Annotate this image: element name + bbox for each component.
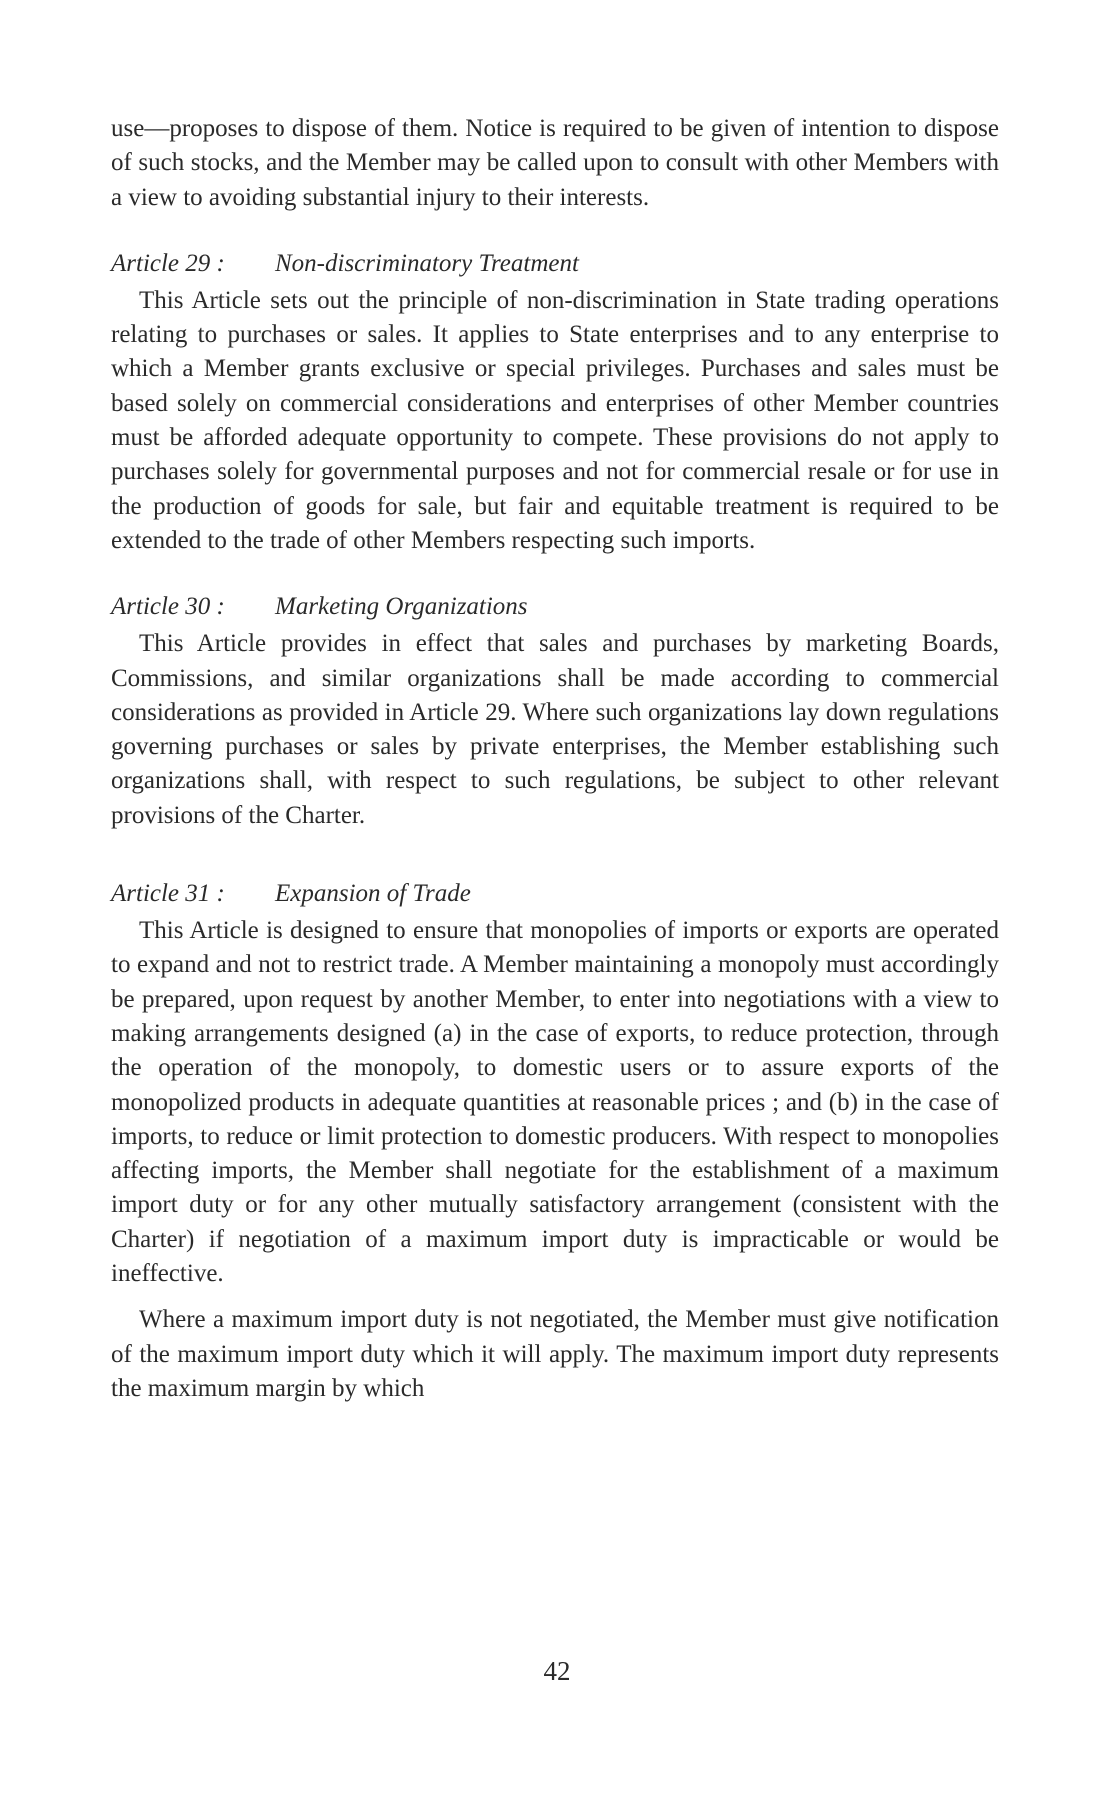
article-29-heading bbox=[111, 247, 999, 281]
article-31-heading bbox=[111, 877, 999, 911]
article-31-section bbox=[111, 877, 999, 1406]
article-31-paragraph-2: Where a maximum import duty is not negotiated, the Member must give notification of the maximum import duty which it will apply. The maximum import duty represents the maximum margin by which bbox=[111, 1306, 999, 1402]
article-29-title: Non-discriminatory Treatment bbox=[275, 249, 579, 277]
article-29-paragraph-1: This Article sets out the principle of non-discrimination in State trading operations relating to purchases or sales. It applies to State enterprises and to any enterprise to which a Member grants exclusive or special privileges. Purchases and sales must be based solely on commercial considerations and enterprises of other Member countries must be afforded adequate opportunity to compete. These provisions do not apply to purchases solely for governmental purposes and not for commercial resale or for use in the production of goods for sale, but fair and equitable treatment is required to be extended to the trade of other Members respecting such imports. bbox=[111, 286, 999, 554]
page-number: 42 bbox=[543, 1656, 571, 1686]
intro-paragraph: use—proposes to dispose of them. Notice is required to be given of intention to dispose of such stocks, and the Member may be called upon to consult with other Members with a view to avoiding substantial injury to their interests. bbox=[111, 115, 999, 211]
article-30-paragraph-1: This Article provides in effect that sales and purchases by marketing Boards, Commissions, and similar organizations shall be made according to commercial considerations as provided in Article 29. Where such organizations lay down regulations governing purchases or sales by private enterprises, the Member establishing such organizations shall, with respect to such regulations, be subject to other relevant provisions of the Charter. bbox=[111, 630, 999, 829]
document-page bbox=[111, 112, 999, 1406]
article-30-section bbox=[111, 590, 999, 833]
article-31-title: Expansion of Trade bbox=[275, 880, 471, 908]
article-30-number: Article 30 : bbox=[111, 593, 225, 621]
article-31-number: Article 31 : bbox=[111, 880, 225, 908]
article-31-paragraph-1: This Article is designed to ensure that monopolies of imports or exports are operated to expand and not to restrict trade. A Member maintaining a monopoly must accordingly be prepared, upon request by another Member, to enter into negotiations with a view to making arrangements designed (a) in the case of exports, to reduce protection, through the operation of the monopoly, to domestic users or to assure exports of the monopolized products in adequate quantities at reasonable prices ; and (b) in the case of imports, to reduce or limit protection to domestic producers. With respect to monopolies affecting imports, the Member shall negotiate for the establishment of a maximum import duty or for any other mutually satisfactory arrangement (consistent with the Charter) if negotiation of a maximum import duty is impracticable or would be ineffective. bbox=[111, 917, 999, 1288]
article-29-section bbox=[111, 247, 999, 558]
article-29-number: Article 29 : bbox=[111, 249, 225, 277]
article-30-title: Marketing Organizations bbox=[275, 593, 528, 621]
article-30-heading bbox=[111, 590, 999, 624]
